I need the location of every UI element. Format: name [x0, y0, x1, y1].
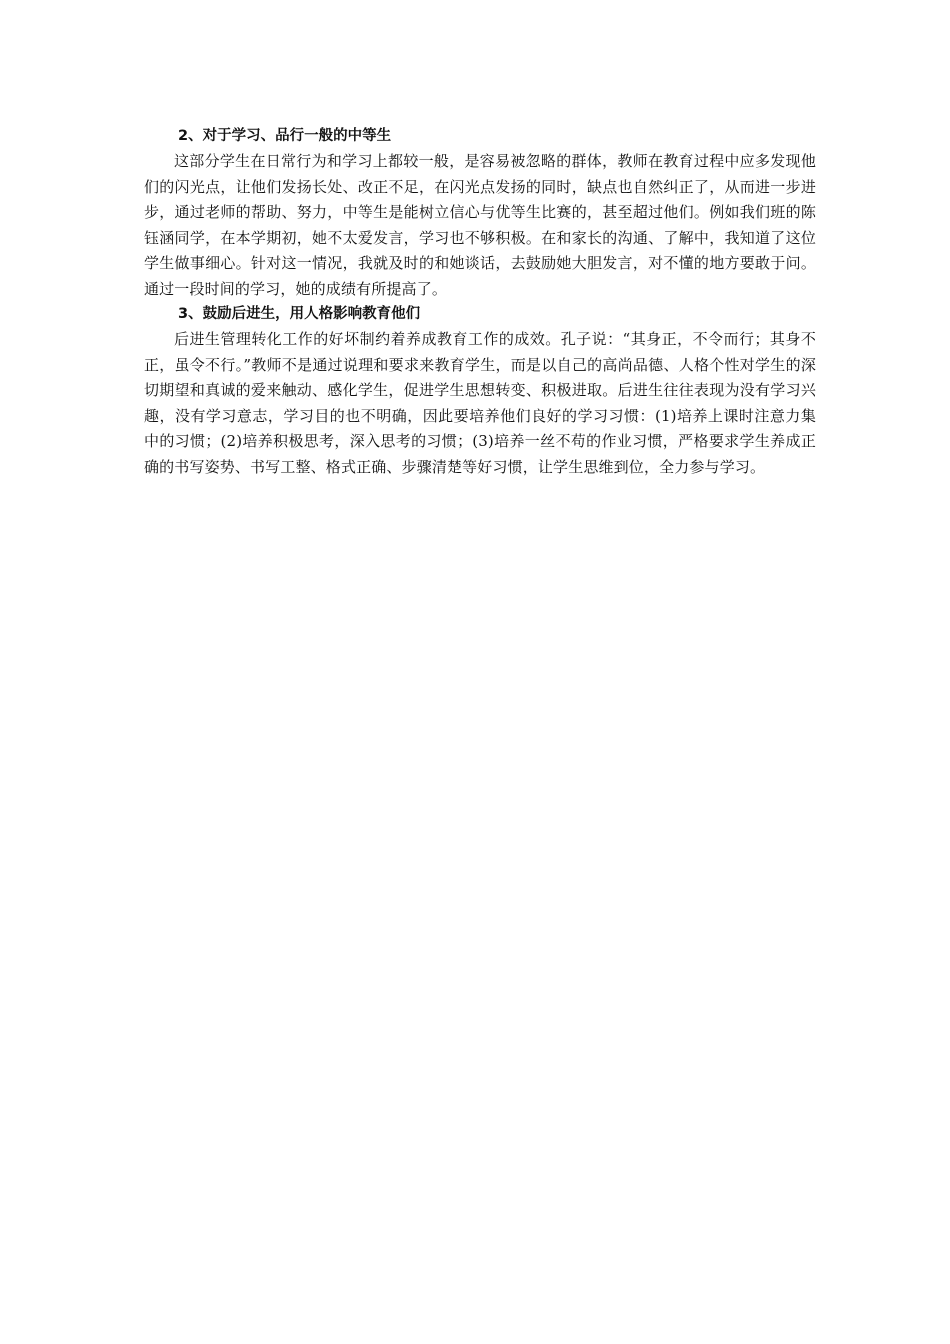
section-lagging-students [144, 302, 816, 480]
document-page [144, 124, 816, 480]
section-paragraph: 后进生管理转化工作的好坏制约着养成教育工作的成效。孔子说：“其身正，不令而行；其身不正，虽令不行。”教师不是通过说理和要求来教育学生，而是以自己的高尚品德、人格个性对学生的深切期望和真诚的爱来触动、感化学生，促进学生思想转变、积极进取。后进生往往表现为没有学习兴趣，没有学习意志，学习目的也不明确，因此要培养他们良好的学习习惯：(1)培养上课时注意力集中的习惯；(2)培养积极思考，深入思考的习惯；(3)培养一丝不苟的作业习惯，严格要求学生养成正确的书写姿势、书写工整、格式正确、步骤清楚等好习惯，让学生思维到位，全力参与学习。 [144, 330, 816, 476]
section-paragraph: 这部分学生在日常行为和学习上都较一般，是容易被忽略的群体，教师在教育过程中应多发现他们的闪光点，让他们发扬长处、改正不足，在闪光点发扬的同时，缺点也自然纠正了，从而进一步进步，通过老师的帮助、努力，中等生是能树立信心与优等生比赛的，甚至超过他们。例如我们班的陈钰涵同学，在本学期初，她不太爱发言，学习也不够积极。在和家长的沟通、了解中，我知道了这位学生做事细心。针对这一情况，我就及时的和她谈话，去鼓励她大胆发言，对不懂的地方要敢于问。通过一段时间的学习，她的成绩有所提高了。 [144, 152, 816, 298]
section-heading: 2、对于学习、品行一般的中等生 [178, 128, 392, 144]
section-heading: 3、鼓励后进生，用人格影响教育他们 [178, 306, 421, 322]
section-middle-students [144, 124, 816, 302]
